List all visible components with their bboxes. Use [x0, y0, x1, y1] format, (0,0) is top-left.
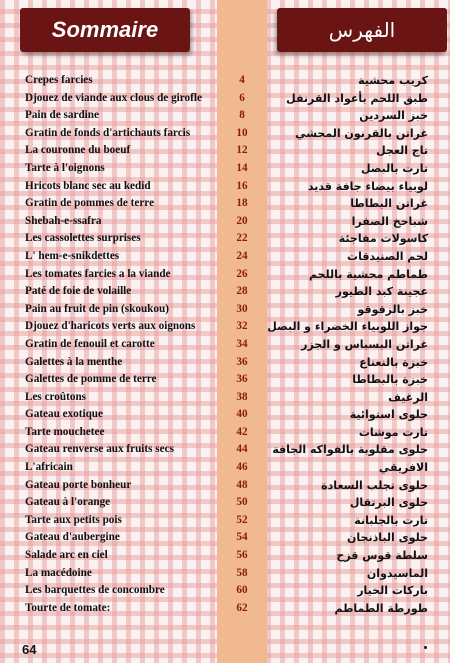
recipe-name-fr: Gratin de fenouil et carotte — [25, 337, 155, 350]
recipe-name-fr: Djouez d'haricots verts aux oignons — [25, 320, 196, 333]
list-item[interactable] — [0, 424, 450, 442]
recipe-page: 26 — [236, 267, 248, 280]
recipe-page: 52 — [236, 513, 248, 526]
recipe-name-fr: Djouez de viande aux clous de girofle — [25, 91, 202, 104]
recipe-name-ar: خبز بالزقوقو — [357, 302, 428, 316]
arabic-title: الفهرس — [328, 18, 396, 42]
recipe-name-fr: Les croûtons — [25, 390, 87, 403]
recipe-name-ar: كاسولات مفاجئة — [338, 232, 428, 246]
recipe-name-ar: حلوى استوائية — [349, 408, 428, 422]
list-item[interactable] — [0, 477, 450, 495]
recipe-page: 10 — [236, 126, 248, 139]
recipe-page: 16 — [236, 179, 248, 192]
recipe-name-ar: تارت موشات — [358, 425, 428, 439]
recipe-name-fr: Les cassolettes surprises — [25, 232, 141, 245]
recipe-page: 40 — [236, 408, 248, 421]
list-item[interactable] — [0, 72, 450, 90]
recipe-name-ar: طماطم محشية باللحم — [308, 267, 428, 281]
recipe-page: 36 — [236, 355, 248, 368]
recipe-name-ar: حلوى البرتقال — [349, 496, 428, 510]
recipe-name-fr: Crepes farcies — [25, 74, 93, 86]
recipe-name-ar: غراتن بالقرنون المحشي — [295, 126, 428, 140]
recipe-page: 18 — [236, 197, 248, 210]
recipe-name-ar: لحم الصنيدقات — [347, 249, 428, 263]
list-item[interactable] — [0, 318, 450, 336]
list-item[interactable] — [0, 441, 450, 459]
recipe-name-fr: L' hem-e-snikdettes — [25, 249, 120, 262]
recipe-page: 56 — [236, 549, 248, 562]
recipe-page: 48 — [236, 478, 248, 491]
list-item[interactable] — [0, 142, 450, 160]
recipe-page: 54 — [236, 531, 248, 544]
list-item[interactable] — [0, 195, 450, 213]
recipe-page: 24 — [236, 249, 248, 262]
recipe-name-fr: Galettes de pomme de terre — [25, 373, 157, 386]
recipe-name-fr: Gateau exotique — [25, 408, 103, 421]
recipe-name-fr: Gratin de fonds d'artichauts farcis — [25, 126, 191, 139]
recipe-name-fr: Tarte mouchetee — [25, 425, 105, 438]
recipe-name-ar: شباحخ الصفرا — [351, 214, 428, 228]
recipe-name-fr: Gateau porte bonheur — [25, 478, 132, 491]
list-item[interactable] — [0, 283, 450, 301]
list-item[interactable] — [0, 529, 450, 547]
recipe-name-ar: تاج العجل — [376, 144, 428, 158]
recipe-page: 30 — [236, 302, 248, 315]
list-item[interactable] — [0, 230, 450, 248]
recipe-name-fr: L'africain — [25, 461, 73, 474]
recipe-page: 36 — [236, 373, 248, 386]
list-item[interactable] — [0, 406, 450, 424]
list-item[interactable] — [0, 389, 450, 407]
recipe-name-ar: خبزة بالنعناع — [359, 355, 428, 369]
recipe-name-fr: Tarte à l'oignons — [25, 161, 105, 174]
recipe-name-fr: Pain au fruit de pin (skoukou) — [25, 302, 169, 315]
list-item[interactable] — [0, 371, 450, 389]
recipe-name-fr: Shebah-e-ssafra — [25, 214, 102, 227]
recipe-name-ar: طبق اللحم بأعواد القرنفل — [286, 91, 428, 105]
recipe-name-ar: خبز السردين — [359, 109, 428, 123]
recipe-name-ar: عجينة كبد الطيور — [335, 285, 428, 299]
recipe-page: 6 — [239, 91, 245, 104]
recipe-page: 46 — [236, 461, 248, 474]
recipe-name-fr: Gateau à l'orange — [25, 496, 111, 509]
list-item[interactable] — [0, 125, 450, 143]
list-item[interactable] — [0, 248, 450, 266]
list-item[interactable] — [0, 547, 450, 565]
footer-dot — [424, 646, 427, 649]
list-item[interactable] — [0, 301, 450, 319]
recipe-name-fr: Pain de sardine — [25, 109, 99, 122]
list-item[interactable] — [0, 107, 450, 125]
recipe-page: 58 — [236, 566, 248, 579]
recipe-name-ar: حلوى الباذنجان — [347, 531, 428, 545]
list-item[interactable] — [0, 600, 450, 618]
header-title-french — [20, 8, 190, 52]
sommaire-title: Sommaire — [51, 17, 159, 42]
recipe-name-ar: تارت بالبصل — [360, 161, 428, 175]
recipe-name-ar: جواز اللوبياء الخضراء و البصل — [267, 320, 428, 334]
recipe-page: 4 — [239, 74, 245, 86]
recipe-name-ar: خبزة بالبطاطا — [352, 373, 428, 387]
recipe-name-fr: La couronne du boeuf — [25, 144, 131, 157]
recipe-name-ar: الرغيف — [388, 390, 428, 404]
recipe-name-fr: La macédoine — [25, 566, 92, 579]
recipe-name-fr: Tarte aux petits pois — [25, 513, 122, 526]
recipe-page: 12 — [236, 144, 248, 157]
recipe-name-ar: حلوى مقلوبة بالفواكه الجافة — [272, 443, 428, 457]
list-item[interactable] — [0, 354, 450, 372]
list-item[interactable] — [0, 582, 450, 600]
recipe-name-fr: Salade arc en ciel — [25, 549, 108, 562]
recipe-name-fr: Gateau renverse aux fruits secs — [25, 443, 174, 456]
list-item[interactable] — [0, 459, 450, 477]
recipe-name-ar: الافريقي — [378, 461, 428, 475]
recipe-page: 62 — [236, 601, 248, 614]
recipe-name-fr: Galettes à la menthe — [25, 355, 123, 368]
recipe-page: 22 — [236, 232, 248, 245]
recipe-name-fr: Les tomates farcies a la viande — [25, 267, 171, 280]
recipe-name-ar: طورطة الطماطم — [334, 601, 428, 615]
recipe-name-fr: Gratin de pommes de terre — [25, 197, 155, 210]
recipe-page: 34 — [236, 337, 248, 350]
recipe-page: 8 — [239, 109, 245, 122]
recipe-name-ar: حلوى تجلب السعادة — [321, 478, 428, 492]
contents-list — [0, 72, 450, 617]
recipe-page: 44 — [236, 443, 248, 456]
list-item[interactable] — [0, 336, 450, 354]
list-item[interactable] — [0, 266, 450, 284]
recipe-name-ar: غراتن البطاطا — [350, 197, 428, 211]
recipe-name-ar: كريب محشية — [358, 74, 428, 87]
recipe-name-fr: Paté de foie de volaille — [25, 285, 132, 298]
recipe-page: 20 — [236, 214, 248, 227]
page-number: 64 — [22, 642, 37, 657]
recipe-page: 42 — [236, 425, 248, 438]
list-item[interactable] — [0, 512, 450, 530]
recipe-name-ar: تارت بالجلبانة — [354, 513, 428, 527]
recipe-name-fr: Gateau d'aubergine — [25, 531, 120, 544]
recipe-page: 28 — [236, 285, 248, 298]
list-item[interactable] — [0, 494, 450, 512]
recipe-name-ar: غراتن البسباس و الجزر — [301, 337, 428, 351]
recipe-page: 60 — [236, 584, 248, 597]
recipe-name-ar: باركات الخيار — [357, 584, 428, 598]
list-item[interactable] — [0, 90, 450, 108]
recipe-name-ar: الماسيدوان — [366, 566, 428, 580]
recipe-page: 14 — [236, 161, 248, 174]
header-title-arabic — [277, 8, 447, 52]
recipe-page: 50 — [236, 496, 248, 509]
recipe-page: 32 — [236, 320, 248, 333]
list-item[interactable] — [0, 178, 450, 196]
list-item[interactable] — [0, 160, 450, 178]
recipe-name-fr: Les barquettes de concombre — [25, 584, 165, 597]
recipe-name-fr: Tourte de tomate: — [25, 601, 111, 614]
recipe-name-ar: لوبياء بيضاء جافة قديد — [307, 179, 428, 193]
recipe-page: 38 — [236, 390, 248, 403]
recipe-name-ar: سلطة قوس قزح — [336, 549, 428, 563]
list-item[interactable] — [0, 213, 450, 231]
list-item[interactable] — [0, 565, 450, 583]
recipe-name-fr: Hricots blanc sec au kedid — [25, 179, 151, 192]
